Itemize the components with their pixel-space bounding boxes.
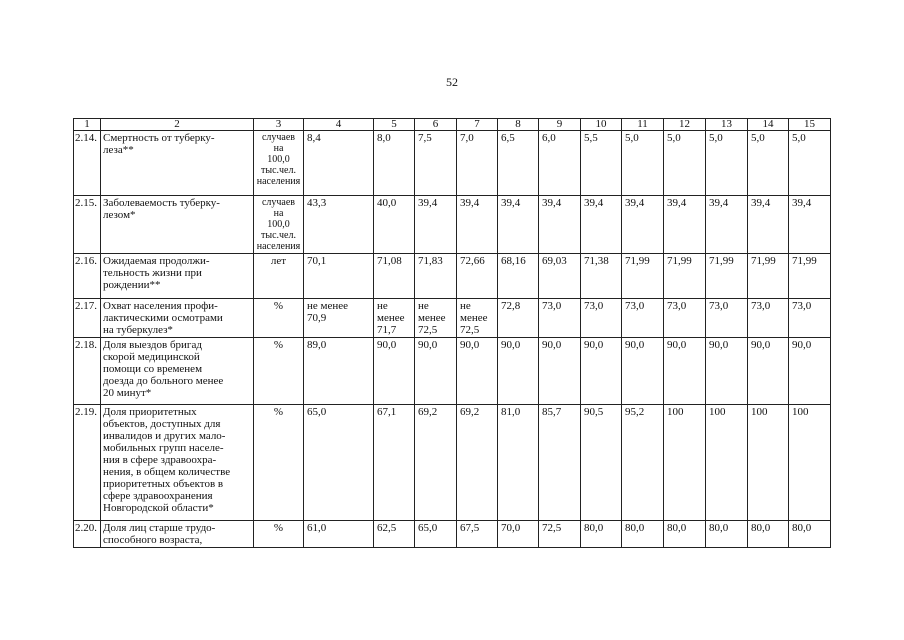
indicator-name: Ожидаемая продолжи- тельность жизни при рождении** (101, 254, 254, 299)
value-cell: 67,1 (374, 405, 415, 521)
value-cell: 90,0 (539, 338, 581, 405)
value-cell: 5,0 (622, 131, 664, 196)
value-cell: 72,5 (539, 521, 581, 548)
row-code: 2.14. (74, 131, 101, 196)
value-cell: 100 (664, 405, 706, 521)
value-cell: 71,83 (415, 254, 457, 299)
value-cell: 85,7 (539, 405, 581, 521)
value-cell: 69,2 (457, 405, 498, 521)
column-header: 5 (374, 119, 415, 131)
column-header: 9 (539, 119, 581, 131)
value-cell: 73,0 (664, 299, 706, 338)
value-cell: 90,5 (581, 405, 622, 521)
value-cell: 39,4 (706, 196, 748, 254)
value-cell: 80,0 (789, 521, 831, 548)
unit-cell: случаев на 100,0 тыс.чел. населения (254, 131, 304, 196)
value-cell: 71,99 (748, 254, 789, 299)
value-cell: 43,3 (304, 196, 374, 254)
column-header: 11 (622, 119, 664, 131)
column-header: 6 (415, 119, 457, 131)
indicator-name: Доля приоритетных объектов, доступных для инвалидов и других мало- мобильных групп населе- ния в сфере здравоохра- нения, в общем количестве приоритетных объектов в сфере здравоохранения Новгородской области* (101, 405, 254, 521)
value-cell: 65,0 (415, 521, 457, 548)
row-code: 2.17. (74, 299, 101, 338)
table-row (74, 299, 831, 338)
column-header: 2 (101, 119, 254, 131)
value-cell: 90,0 (789, 338, 831, 405)
value-cell: 5,0 (748, 131, 789, 196)
column-header: 4 (304, 119, 374, 131)
value-cell: 69,2 (415, 405, 457, 521)
value-cell: 89,0 (304, 338, 374, 405)
value-cell: 100 (789, 405, 831, 521)
value-cell: 40,0 (374, 196, 415, 254)
column-header: 12 (664, 119, 706, 131)
value-cell: 73,0 (581, 299, 622, 338)
value-cell: 80,0 (622, 521, 664, 548)
value-cell: 8,0 (374, 131, 415, 196)
value-cell: 70,1 (304, 254, 374, 299)
value-cell: 5,5 (581, 131, 622, 196)
unit-cell: % (254, 338, 304, 405)
value-cell: не менее 72,5 (415, 299, 457, 338)
value-cell: 80,0 (706, 521, 748, 548)
value-cell: 90,0 (664, 338, 706, 405)
indicator-name: Доля лиц старше трудо- способного возраста, (101, 521, 254, 548)
value-cell: 100 (706, 405, 748, 521)
row-code: 2.19. (74, 405, 101, 521)
value-cell: 39,4 (498, 196, 539, 254)
value-cell: 5,0 (789, 131, 831, 196)
column-header: 3 (254, 119, 304, 131)
value-cell: 80,0 (664, 521, 706, 548)
table-row (74, 338, 831, 405)
value-cell: 5,0 (664, 131, 706, 196)
value-cell: не менее 70,9 (304, 299, 374, 338)
value-cell: 39,4 (664, 196, 706, 254)
table-row (74, 521, 831, 548)
unit-cell: случаев на 100,0 тыс.чел. населения (254, 196, 304, 254)
value-cell: 73,0 (789, 299, 831, 338)
value-cell: 72,66 (457, 254, 498, 299)
page-number: 52 (446, 75, 458, 89)
value-cell: 39,4 (789, 196, 831, 254)
table-row (74, 131, 831, 196)
unit-cell: лет (254, 254, 304, 299)
column-header: 15 (789, 119, 831, 131)
row-code: 2.18. (74, 338, 101, 405)
indicators-table (73, 118, 831, 548)
value-cell: 90,0 (622, 338, 664, 405)
value-cell: 71,99 (706, 254, 748, 299)
value-cell: 81,0 (498, 405, 539, 521)
value-cell: 71,99 (789, 254, 831, 299)
value-cell: 100 (748, 405, 789, 521)
value-cell: 71,08 (374, 254, 415, 299)
value-cell: 90,0 (748, 338, 789, 405)
table-row (74, 405, 831, 521)
value-cell: 73,0 (748, 299, 789, 338)
value-cell: 67,5 (457, 521, 498, 548)
value-cell: 80,0 (748, 521, 789, 548)
value-cell: 90,0 (374, 338, 415, 405)
indicator-name: Смертность от туберку- леза** (101, 131, 254, 196)
table-row (74, 254, 831, 299)
value-cell: 90,0 (415, 338, 457, 405)
column-header: 13 (706, 119, 748, 131)
value-cell: 39,4 (457, 196, 498, 254)
column-header: 10 (581, 119, 622, 131)
value-cell: 39,4 (748, 196, 789, 254)
value-cell: 68,16 (498, 254, 539, 299)
value-cell: 90,0 (457, 338, 498, 405)
column-header: 8 (498, 119, 539, 131)
column-header: 14 (748, 119, 789, 131)
value-cell: 70,0 (498, 521, 539, 548)
value-cell: 80,0 (581, 521, 622, 548)
value-cell: 69,03 (539, 254, 581, 299)
value-cell: 95,2 (622, 405, 664, 521)
unit-cell: % (254, 405, 304, 521)
column-header: 7 (457, 119, 498, 131)
indicator-name: Охват населения профи- лактическими осмотрами на туберкулез* (101, 299, 254, 338)
row-code: 2.20. (74, 521, 101, 548)
value-cell: 7,0 (457, 131, 498, 196)
value-cell: 73,0 (706, 299, 748, 338)
value-cell: 90,0 (706, 338, 748, 405)
value-cell: 7,5 (415, 131, 457, 196)
value-cell: 8,4 (304, 131, 374, 196)
unit-cell: % (254, 521, 304, 548)
value-cell: 90,0 (581, 338, 622, 405)
value-cell: 39,4 (622, 196, 664, 254)
value-cell: 61,0 (304, 521, 374, 548)
column-header: 1 (74, 119, 101, 131)
value-cell: 62,5 (374, 521, 415, 548)
value-cell: 6,0 (539, 131, 581, 196)
row-code: 2.16. (74, 254, 101, 299)
value-cell: не менее 71,7 (374, 299, 415, 338)
table-row (74, 196, 831, 254)
value-cell: 73,0 (622, 299, 664, 338)
value-cell: 90,0 (498, 338, 539, 405)
indicator-name: Заболеваемость туберку- лезом* (101, 196, 254, 254)
value-cell: 71,99 (664, 254, 706, 299)
value-cell: 39,4 (415, 196, 457, 254)
value-cell: 73,0 (539, 299, 581, 338)
indicator-name: Доля выездов бригад скорой медицинской помощи со временем доезда до больного менее 20 минут* (101, 338, 254, 405)
value-cell: 65,0 (304, 405, 374, 521)
value-cell: 6,5 (498, 131, 539, 196)
unit-cell: % (254, 299, 304, 338)
value-cell: 71,99 (622, 254, 664, 299)
row-code: 2.15. (74, 196, 101, 254)
value-cell: 39,4 (581, 196, 622, 254)
value-cell: 72,8 (498, 299, 539, 338)
value-cell: 39,4 (539, 196, 581, 254)
value-cell: не менее 72,5 (457, 299, 498, 338)
value-cell: 71,38 (581, 254, 622, 299)
value-cell: 5,0 (706, 131, 748, 196)
header-row (74, 119, 831, 131)
